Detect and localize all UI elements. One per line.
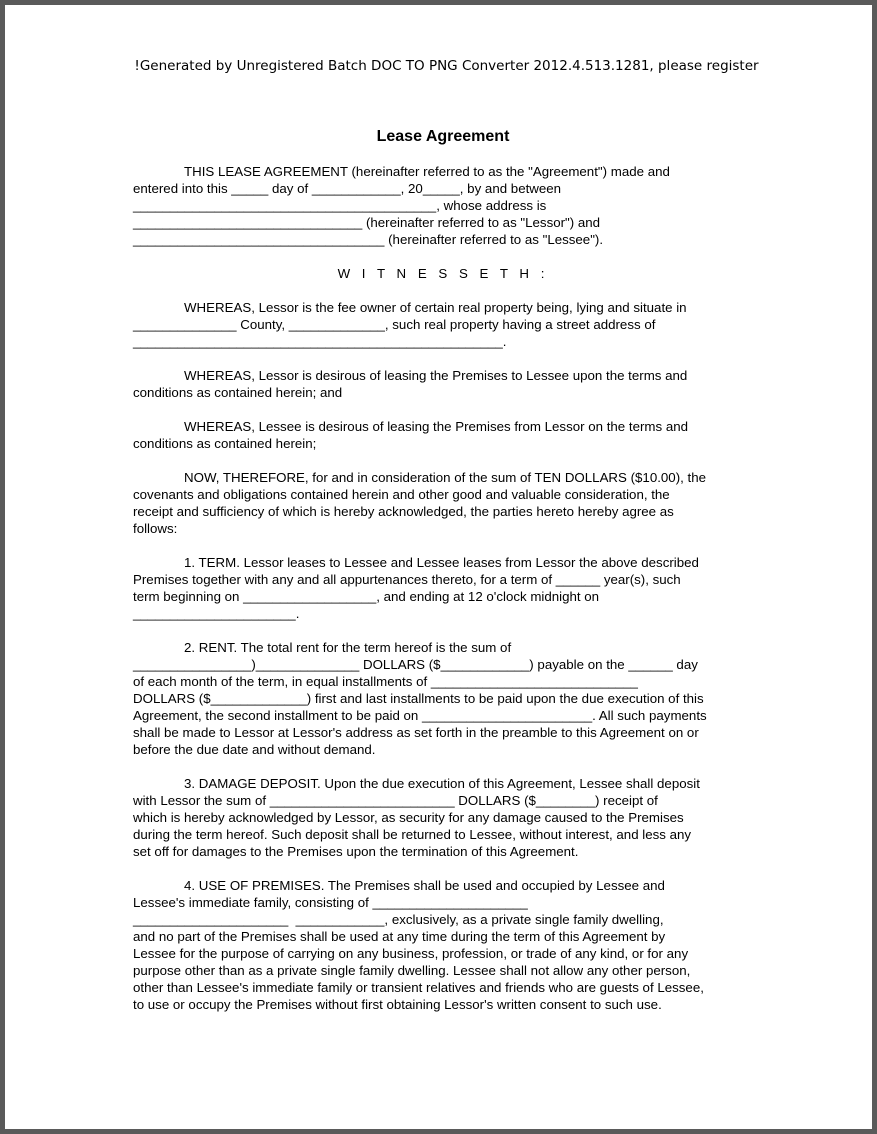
text-line: WHEREAS, Lessor is desirous of leasing the Premises to Lessee upon the terms and [184,368,688,383]
paragraph-gap [133,537,753,554]
paragraph-gap [133,452,753,469]
text-line: ______________ County, _____________, such real property having a street address of [133,317,656,332]
converter-banner: !Generated by Unregistered Batch DOC TO PNG Converter 2012.4.513.1281, please register [134,58,759,74]
text-line: DOLLARS ($_____________) first and last installments to be paid upon the due execution of this [133,691,704,706]
text-line: entered into this _____ day of ____________, 20_____, by and between [133,181,562,196]
text-line: which is hereby acknowledged by Lessor, as security for any damage caused to the Premises [133,810,684,825]
text-line: THIS LEASE AGREEMENT (hereinafter referred to as the "Agreement") made and [184,164,670,179]
text-line: ______________________. [133,606,300,621]
text-line: conditions as contained herein; [133,436,317,451]
text-line: conditions as contained herein; and [133,385,343,400]
text-line: Agreement, the second installment to be paid on _______________________. All such payments [133,708,707,723]
text-line: __________________________________________________. [133,334,507,349]
paragraph-gap [133,282,753,299]
text-line: WHEREAS, Lessee is desirous of leasing the Premises from Lessor on the terms and [184,419,689,434]
text-line: with Lessor the sum of _________________________ DOLLARS ($________) receipt of [133,793,658,808]
text-line: Lessee for the purpose of carrying on any business, profession, or trade of any kind, or for any [133,946,689,961]
text-line: other than Lessee's immediate family or transient relatives and friends who are guests of Lessee, [133,980,704,995]
paragraph-gap [133,860,753,877]
text-line: 4. USE OF PREMISES. The Premises shall be used and occupied by Lessee and [184,878,665,893]
text-line: _______________________________ (hereinafter referred to as "Lessor") and [133,215,601,230]
document-title: Lease Agreement [376,128,510,145]
text-line: set off for damages to the Premises upon the termination of this Agreement. [133,844,579,859]
text-line: purpose other than as a private single family dwelling. Lessee shall not allow any other person, [133,963,691,978]
text-line: covenants and obligations contained herein and other good and valuable consideration, the [133,487,670,502]
text-line: term beginning on __________________, and ending at 12 o'clock midnight on [133,589,600,604]
text-line: to use or occupy the Premises without first obtaining Lessor's written consent to such use. [133,997,662,1012]
text-line: ________________)______________ DOLLARS ($____________) payable on the ______ day [133,657,698,672]
text-line: and no part of the Premises shall be used at any time during the term of this Agreement by [133,929,666,944]
text-line: 2. RENT. The total rent for the term hereof is the sum of [184,640,512,655]
text-line: during the term hereof. Such deposit shall be returned to Lessee, without interest, and less any [133,827,692,842]
paragraph-gap [133,758,753,775]
paragraph-gap [133,401,753,418]
text-line: of each month of the term, in equal installments of ____________________________ [133,674,638,689]
text-line: W I T N E S S E T H : [337,266,549,281]
paragraph-gap [133,622,753,639]
text-line: follows: [133,521,178,536]
text-line: before the due date and without demand. [133,742,376,757]
text-line: NOW, THEREFORE, for and in consideration of the sum of TEN DOLLARS ($10.00), the [184,470,706,485]
text-line: _____________________ ____________, exclusively, as a private single family dwelling, [133,912,664,927]
text-line: 3. DAMAGE DEPOSIT. Upon the due execution of this Agreement, Lessee shall deposit [184,776,700,791]
paragraph-gap [133,248,753,265]
text-line: WHEREAS, Lessor is the fee owner of certain real property being, lying and situate in [184,300,687,315]
text-line: Premises together with any and all appurtenances thereto, for a term of ______ year(s), such [133,572,681,587]
document-body [133,128,753,1013]
paragraph-gap [133,350,753,367]
text-line: __________________________________ (hereinafter referred to as "Lessee"). [133,232,604,247]
text-line: receipt and sufficiency of which is hereby acknowledged, the parties hereto hereby agree as [133,504,674,519]
text-line: shall be made to Lessor at Lessor's address as set forth in the preamble to this Agreement on or [133,725,699,740]
text-line: _________________________________________, whose address is [133,198,547,213]
text-line: Lessee's immediate family, consisting of _____________________ [133,895,528,910]
text-line: 1. TERM. Lessor leases to Lessee and Lessee leases from Lessor the above described [184,555,699,570]
document-lines [133,163,753,1013]
